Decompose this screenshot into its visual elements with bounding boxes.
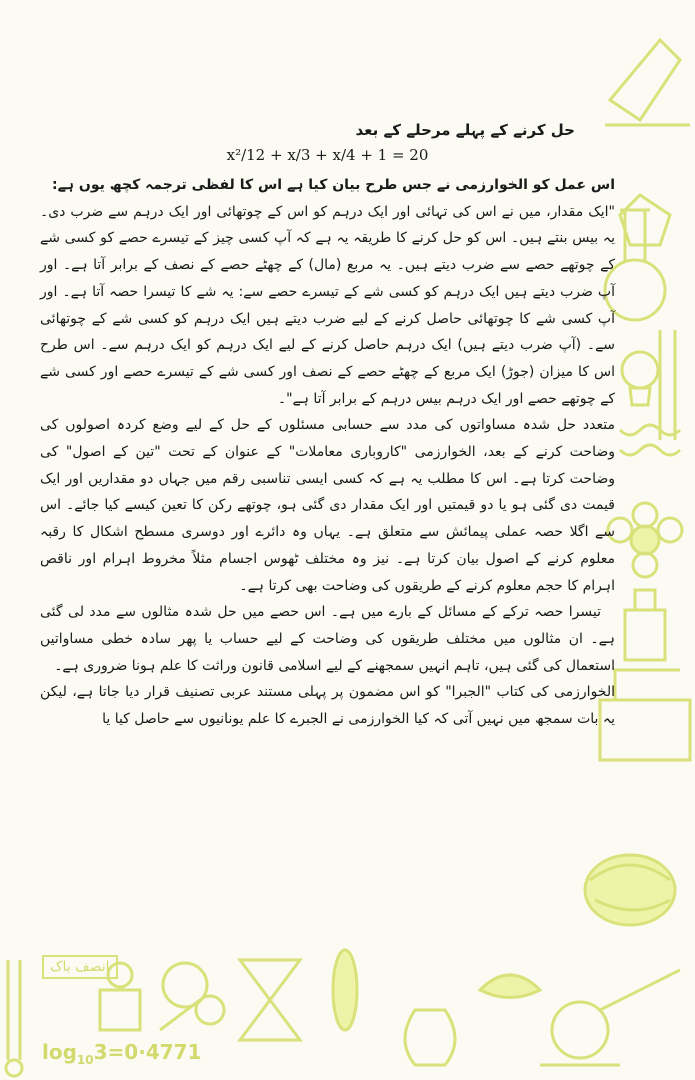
flower-icon [608, 503, 682, 577]
retort-icon [540, 970, 680, 1065]
bird-icon [480, 975, 540, 998]
lamp-icon [605, 40, 690, 125]
thermometer-icon [6, 960, 22, 1076]
leaf-icon [333, 950, 357, 1030]
equation: x²/12 + x/3 + x/4 + 1 = 20 [226, 146, 429, 164]
spiral-icon [620, 425, 680, 455]
log-text: log [42, 1040, 77, 1064]
tube-icon [660, 330, 675, 440]
log-formula-decoration [42, 1040, 201, 1067]
intro-paragraph: اس عمل کو الخوارزمی نے جس طرح بیان کیا ہے اس کا لفظی ترجمہ کچھ یوں ہے: [52, 177, 615, 193]
plant-icon [160, 963, 224, 1030]
quote-paragraph: "ایک مقدار، میں نے اس کی تہائی اور ایک درہم کو اس کے چوتھائی اور ایک درہم سے ضرب دی۔ یہ بیس بنتے ہیں۔ اس کو حل کرنے کا طریقہ یہ ہے کہ آپ کسی چیز کے تیسرے حصے کو کسی شے کے چوتھے حصے سے ضرب دیتے ہیں۔ یہ مربع (مال) کے چھٹے حصے کے نصف کے برابر آتا ہے۔ اور آپ ضرب دیتے ہیں ایک درہم کو کسی شے کے تیسرے حصے سے: یہ شے کا تیسرا حصہ آتا ہے۔ اور آپ کسی شے کا چوتھائی حاصل کرنے کے لیے ضرب دیتے ہیں ایک درہم کو کسی شے کے چوتھائی سے۔ (آپ ضرب دیتے ہیں) ایک درہم حاصل کرنے کے لیے ایک درہم کو ایک درہم سے۔ اس طرح اس کا میزان (جوڑ) ایک مربع کے چھٹے حصے کے نصف اور کسی شے کے تیسرے حصے اور کسی شے کے چوتھے حصے اور ایک درہم بیس درہم کے برابر آتا ہے"۔ [40, 203, 615, 407]
log-value: 3=0·4771 [93, 1040, 202, 1064]
bottle-icon [625, 590, 665, 660]
nest-icon [585, 855, 675, 925]
body-paragraph-2: تیسرا حصہ ترکے کے مسائل کے بارے میں ہے۔ اس حصے میں حل شدہ مثالوں سے مدد لی گئی ہے۔ ان مثالوں میں مختلف طریقوں کی وضاحت کے لیے حساب یا پھر سادہ خطی مساواتیں استعمال کی گئی ہیں، تاہم انہیں سمجھنے کے لیے اسلامی قانون وراثت کا علم ہونا ضروری ہے۔ [40, 604, 615, 674]
body-paragraph-1: متعدد حل شدہ مساواتوں کی مدد سے حسابی مسئلوں کے حل کے لیے وضع کردہ اصولوں کی وضاحت کرنے کے بعد، الخوارزمی "کاروباری معاملات" کے عنوان کے تحت "تین کے اصول" کی وضاحت کرتا ہے۔ اس کا مطلب یہ ہے کہ کسی ایسی تناسبی رقم میں جہاں دو مقداریں اور ایک قیمت دی گئی ہو یا دو قیمتیں اور ایک مقدار دی گئی ہو، چوتھے رکن کا تعین کیسے کیا جائے۔ اس سے اگلا حصہ عملی پیمائش سے متعلق ہے۔ یہاں وہ دائرے اور دوسری مسطح اشکال کا رقبہ معلوم کرنے کے اصول بیان کرتا ہے۔ نیز وہ مختلف ٹھوس اجسام مثلاً مخروط اہرام اور ناقص اہرام کا حجم معلوم کرنے کے طریقوں کی وضاحت بھی کرتا ہے۔ [40, 417, 615, 594]
log-base: 10 [76, 1053, 94, 1067]
section-heading: حل کرنے کے پہلے مرحلے کے بعد [355, 121, 575, 139]
hourglass-icon [240, 960, 300, 1040]
page-content [40, 118, 615, 733]
body-paragraph-3: الخوارزمی کی کتاب "الجبرا" کو اس مضمون پر پہلی مستند عربی تصنیف قرار دیا جاتا ہے، لیکن یہ بات سمجھ میں نہیں آتی کہ کیا الخوارزمی نے الجبرے کا علم یونانیوں سے حاصل کیا یا [40, 684, 615, 728]
side-label: انصف باک [42, 955, 118, 979]
vase-icon [405, 1010, 455, 1065]
bulb-icon [622, 352, 658, 405]
